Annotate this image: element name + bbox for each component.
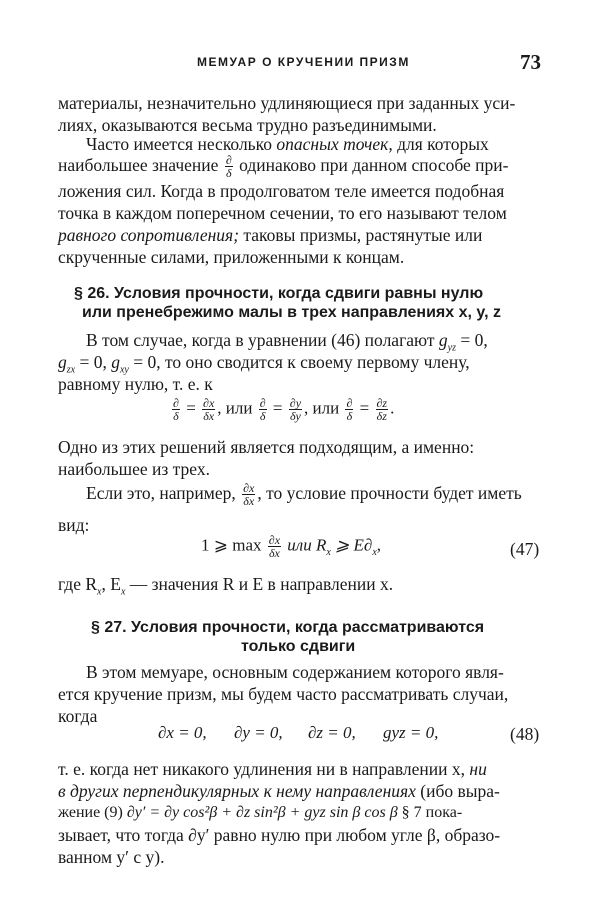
formula-47 (201, 534, 381, 559)
formula-48-term: ∂y = 0, (234, 723, 283, 742)
text-line: ванном y′ с y). (58, 847, 165, 867)
math-subscript: x (372, 546, 377, 558)
fraction-numerator: ∂z (376, 396, 388, 410)
text-span: жение (9) (58, 804, 123, 821)
fraction-denominator: δx (243, 494, 255, 509)
math-symbol: g (438, 330, 448, 350)
text-line: ложения сил. Когда в продолговатом теле имеется подобная (58, 181, 505, 201)
text-line (86, 133, 489, 155)
text-line: Одно из этих решений является подходящим, а именно: (58, 437, 475, 457)
math-subscript: zx (66, 364, 76, 376)
fraction (268, 534, 281, 559)
italic-term: ни (469, 759, 487, 779)
section-heading: § 26. Условия прочности, когда сдвиги равны нулю (74, 285, 484, 302)
equals-sign: = (186, 398, 196, 418)
text-span: Если это, например, (86, 483, 236, 503)
running-title: МЕМУАР О КРУЧЕНИИ ПРИЗМ (197, 55, 410, 69)
fraction-numerator: ∂ (225, 153, 232, 168)
text-span: , то условие прочности будет иметь (257, 483, 522, 503)
inline-fraction (225, 154, 233, 179)
text-span: (ибо выра- (420, 781, 500, 801)
text-span: для которых (397, 134, 489, 154)
section-heading: только сдвиги (241, 638, 356, 655)
text-span: — значения R и E в направлении x. (125, 574, 394, 594)
italic-term: равного сопротивления; (58, 225, 240, 245)
equation-number: (47) (510, 539, 540, 559)
fraction (259, 397, 267, 422)
equals-sign: = (359, 398, 370, 418)
formula-text: 1 ⩾ max (201, 535, 262, 555)
fraction-denominator: δ (259, 409, 266, 423)
fraction (345, 397, 353, 422)
text-line: скрученные силами, приложенными к концам. (58, 247, 405, 267)
math-subscript: yz (447, 342, 456, 354)
formula-row (170, 397, 394, 422)
equation-number: (48) (510, 724, 540, 744)
math-symbol: g (111, 352, 120, 372)
fraction-numerator: ∂x (268, 533, 281, 547)
formula-48-term: ∂x = 0, (158, 723, 207, 742)
text-span: таковы призмы, растянутые или (243, 225, 483, 245)
period: . (390, 398, 395, 418)
text-line: лиях, оказываются весьма трудно разъединимыми. (58, 115, 437, 135)
inline-formula: ∂y′ = ∂y cos²β + ∂z sin²β + gyz sin β cos β (126, 804, 398, 821)
text-span: § 7 пока- (401, 804, 463, 821)
math-subscript: xy (119, 364, 129, 376)
inline-fraction (242, 482, 255, 507)
equals-sign: = (272, 398, 283, 418)
section-heading: или пренебрежимо малы в трех направлениях x, y, z (82, 304, 501, 321)
math-subscript: x (120, 586, 126, 598)
text-line (58, 802, 462, 824)
text-line: материалы, незначительно удлиняющиеся при заданных уси- (58, 93, 516, 113)
text-line: вид: (58, 515, 90, 535)
text-line (86, 482, 522, 507)
text-span: В том случае, когда в уравнении (46) полагают (86, 330, 435, 350)
text-line: наибольшее из трех. (58, 459, 210, 479)
comma: , (217, 398, 222, 418)
text-span: = 0, (455, 330, 488, 350)
fraction-denominator: δ (346, 409, 353, 423)
fraction-denominator: δx (268, 546, 280, 560)
fraction-numerator: ∂ (346, 396, 353, 410)
text-span: Часто имеется несколько (86, 134, 273, 154)
fraction (202, 397, 215, 422)
formula-48-term: gyz = 0, (383, 723, 439, 742)
fraction (376, 397, 389, 422)
fraction-denominator: δy (289, 409, 301, 423)
fraction (172, 397, 180, 422)
formula-48-term: ∂z = 0, (308, 723, 356, 742)
italic-term: опасных точек, (276, 134, 393, 154)
formula-text: ⩾ E∂ (330, 535, 373, 555)
text-line (58, 154, 509, 179)
fraction-denominator: δz (376, 409, 387, 423)
fraction-numerator: ∂y (289, 396, 302, 410)
text-line: ется кручение призм, мы будем часто рассматривать случаи, (58, 684, 509, 704)
text-span: , E (101, 574, 121, 594)
or-word: или (225, 398, 253, 418)
fraction-denominator: δ (173, 409, 179, 423)
fraction-numerator: ∂ (259, 396, 266, 410)
text-line (58, 224, 482, 246)
math-symbol: g (58, 352, 67, 372)
text-line (58, 780, 500, 802)
section-heading: § 27. Условия прочности, когда рассматриваются (91, 619, 485, 636)
fraction-denominator: δx (203, 409, 215, 423)
text-line: точка в каждом поперечном сечении, то его называют телом (58, 203, 507, 223)
italic-term: в других перпендикулярных к нему направлениях (58, 781, 416, 801)
fraction-numerator: ∂ (173, 396, 179, 410)
text-span: наибольшее значение (58, 155, 219, 175)
text-span: = 0, то оно сводится к своему первому члену, (128, 352, 470, 372)
text-span: одинаково при данном способе при- (239, 155, 509, 175)
text-line: равному нулю, т. е. к (58, 374, 213, 394)
text-line: когда (58, 706, 98, 726)
formula-text: , (376, 535, 382, 555)
fraction-numerator: ∂x (203, 396, 215, 410)
text-line: зывает, что тогда ∂y′ равно нулю при любом угле β, образо- (58, 825, 501, 845)
fraction-denominator: δ (225, 166, 232, 181)
text-line (58, 758, 487, 780)
formula-text: или R (283, 535, 327, 555)
text-span: т. е. когда нет никакого удлинения ни в направлении x, (58, 759, 466, 779)
text-line: В этом мемуаре, основным содержанием которого явля- (86, 662, 504, 682)
text-span: где R (58, 574, 98, 594)
text-span: = 0, (75, 352, 112, 372)
comma: , (304, 398, 309, 418)
fraction-numerator: ∂x (243, 481, 255, 496)
page-number: 73 (520, 50, 541, 74)
math-subscript: x (97, 586, 102, 598)
or-word: или (312, 398, 340, 418)
fraction (289, 397, 302, 422)
math-subscript: x (326, 546, 331, 558)
text-line (58, 573, 393, 604)
